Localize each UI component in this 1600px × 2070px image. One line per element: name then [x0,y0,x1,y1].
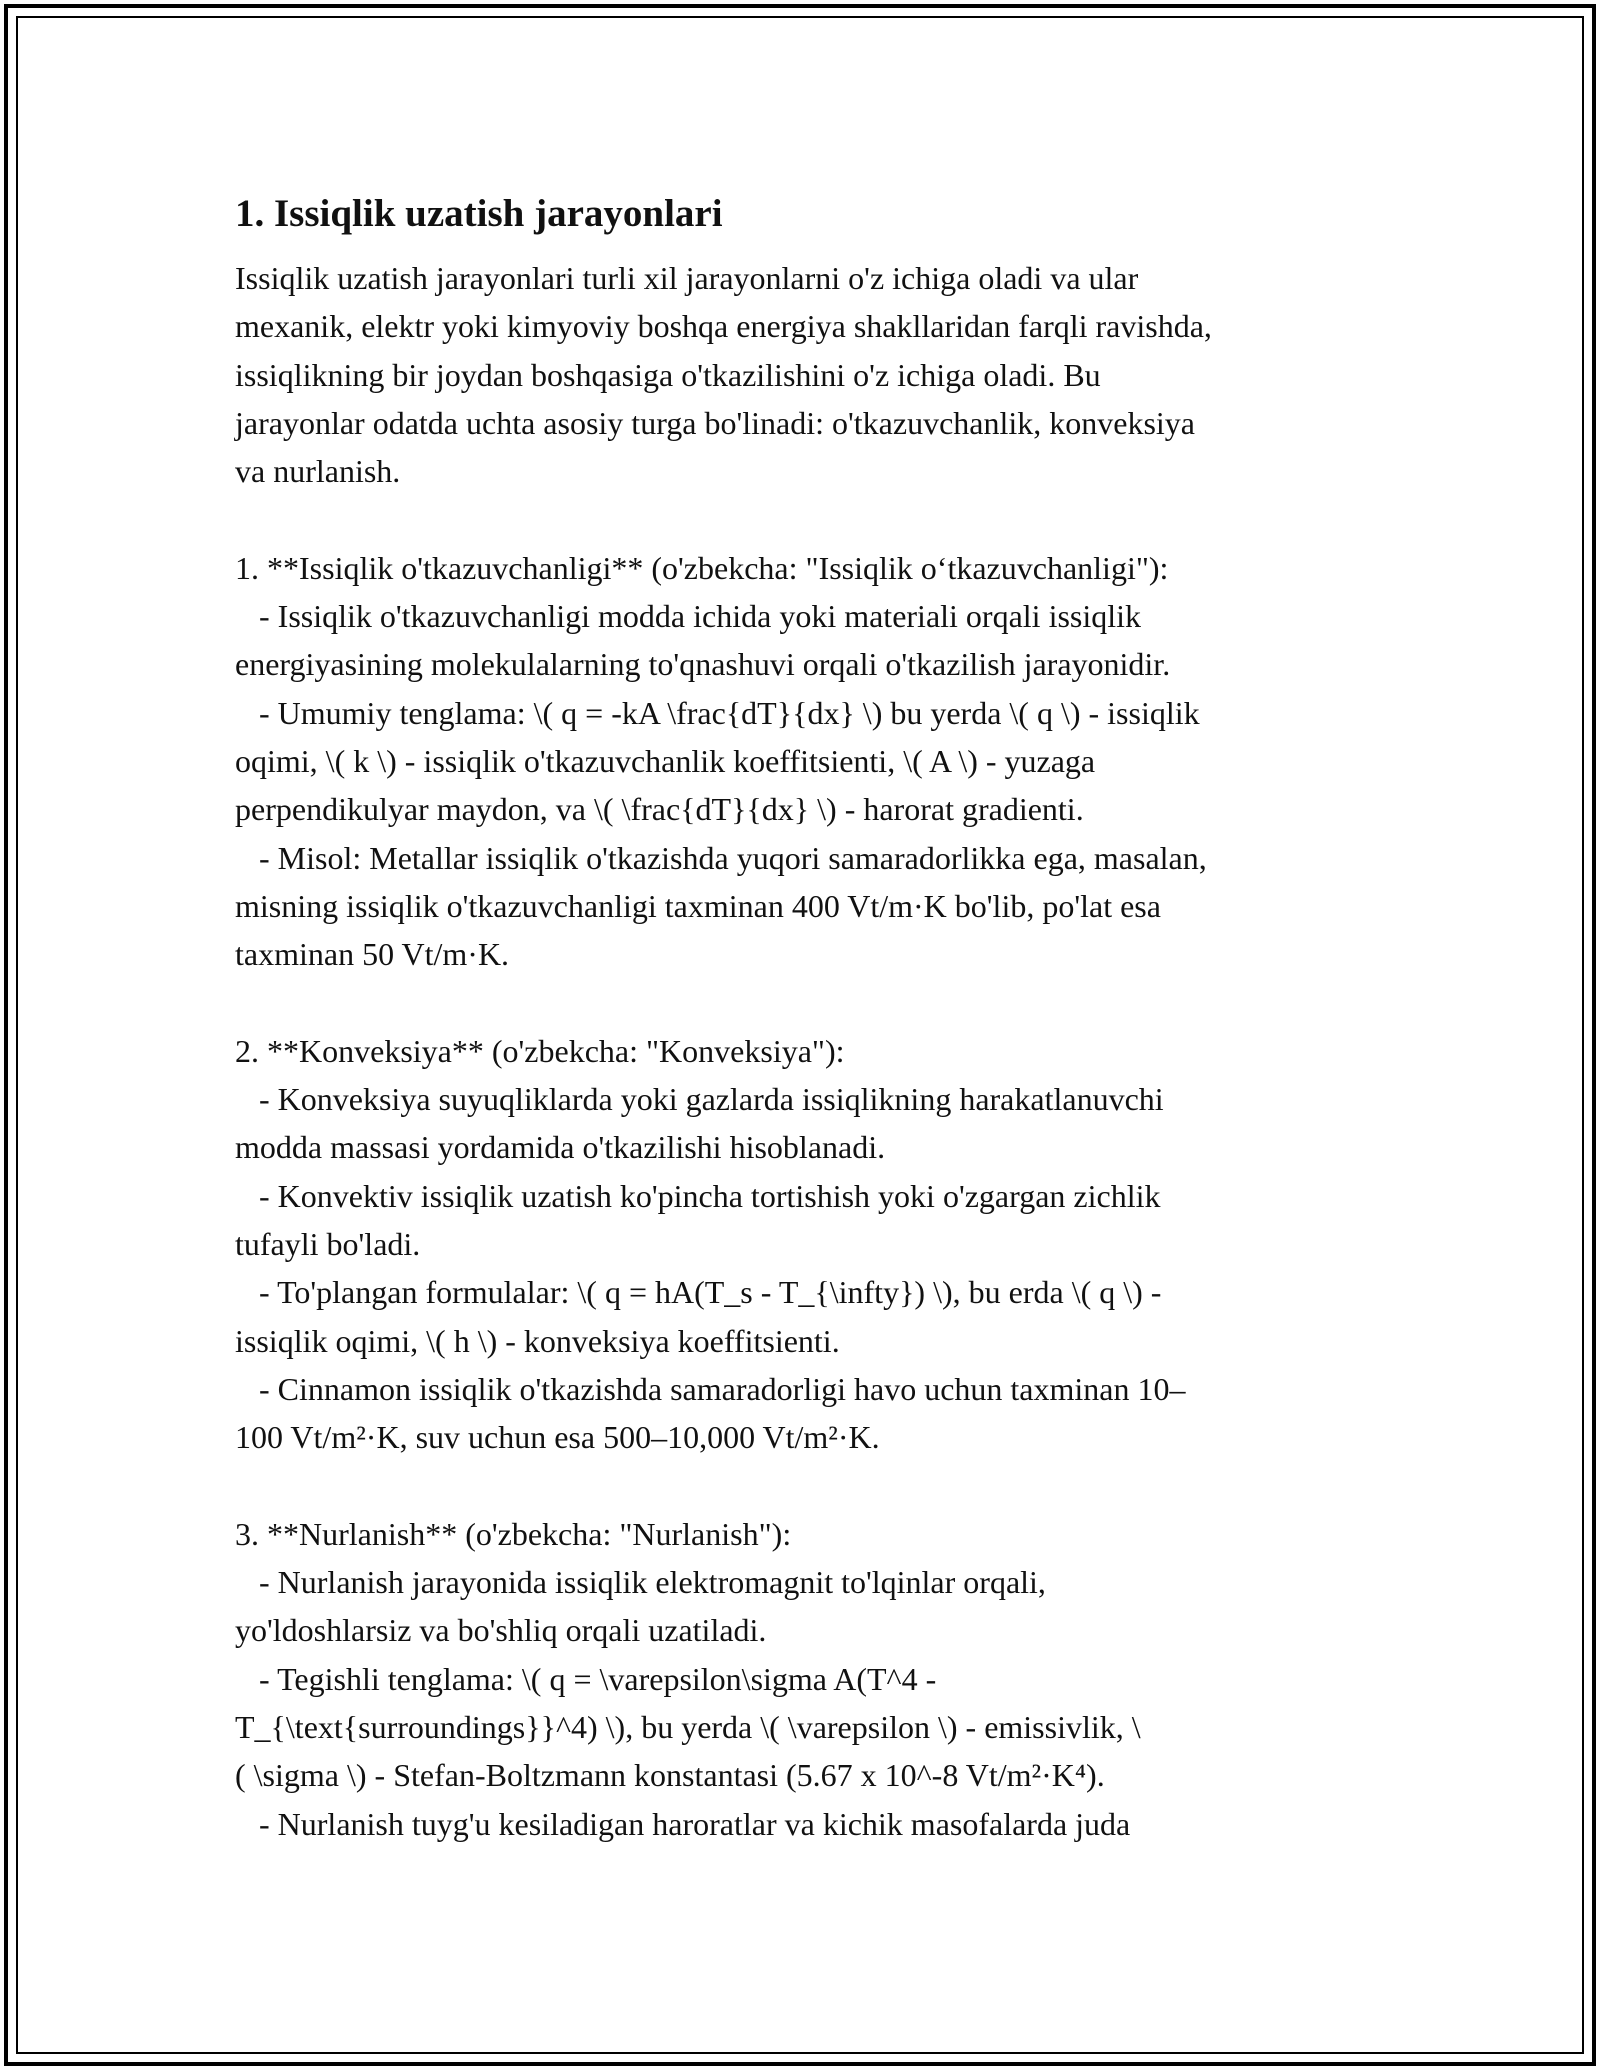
document-title: 1. Issiqlik uzatish jarayonlari [235,192,723,235]
document-content [235,186,1375,1848]
document-body: Issiqlik uzatish jarayonlari turli xil jarayonlarni o'z ichiga oladi va ular mexanik, elektr yoki kimyoviy boshqa energiya shakllaridan farqli ravishda, issiqlikning bir joydan boshqasiga o'tkazilishini o'z ichiga oladi. Bu jarayonlar odatda uchta asosiy turga bo'linadi: o'tkazuvchanlik, konveksiya va nurlanish. 1. **Issiqlik o'tkazuvchanligi** (o'zbekcha: "Issiqlik o‘tkazuvchanligi"): - Issiqlik o'tkazuvchanligi modda ichida yoki materiali orqali issiqlik energiyasining molekulalarning to'qnashuvi orqali o'tkazilish jarayonidir. - Umumiy tenglama: \( q = -kA \frac{dT}{dx} \) bu yerda \( q \) - issiqlik oqimi, \( k \) - issiqlik o'tkazuvchanlik koeffitsienti, \( A \) - yuzaga perpendikulyar maydon, va \( \frac{dT}{dx} \) - harorat gradienti. - Misol: Metallar issiqlik o'tkazishda yuqori samaradorlikka ega, masalan, misning issiqlik o'tkazuvchanligi taxminan 400 Vt/m·K bo'lib, po'lat esa taxminan 50 Vt/m·K. 2. **Konveksiya** (o'zbekcha: "Konveksiya"): - Konveksiya suyuqliklarda yoki gazlarda issiqlikning harakatlanuvchi modda massasi yordamida o'tkazilishi hisoblanadi. - Konvektiv issiqlik uzatish ko'pincha tortishish yoki o'zgargan zichlik tufayli bo'ladi. - To'plangan formulalar: \( q = hA(T_s - T_{\infty}) \), bu erda \( q \) - issiqlik oqimi, \( h \) - konveksiya koeffitsienti. - Cinnamon issiqlik o'tkazishda samaradorligi havo uchun taxminan 10– 100 Vt/m²·K, suv uchun esa 500–10,000 Vt/m²·K. 3. **Nurlanish** (o'zbekcha: "Nurlanish"): - Nurlanish jarayonida issiqlik elektromagnit to'lqinlar orqali, yo'ldoshlarsiz va bo'shliq orqali uzatiladi. - Tegishli tenglama: \( q = \varepsilon\sigma A(T^4 - T_{\text{surroundings}}^4) \), bu yerda \( \varepsilon \) - emissivlik, \ ( \sigma \) - Stefan-Boltzmann konstantasi (5.67 x 10^-8 Vt/m²·K⁴). - Nurlanish tuyg'u kesiladigan haroratlar va kichik masofalarda juda [235,260,1212,1842]
